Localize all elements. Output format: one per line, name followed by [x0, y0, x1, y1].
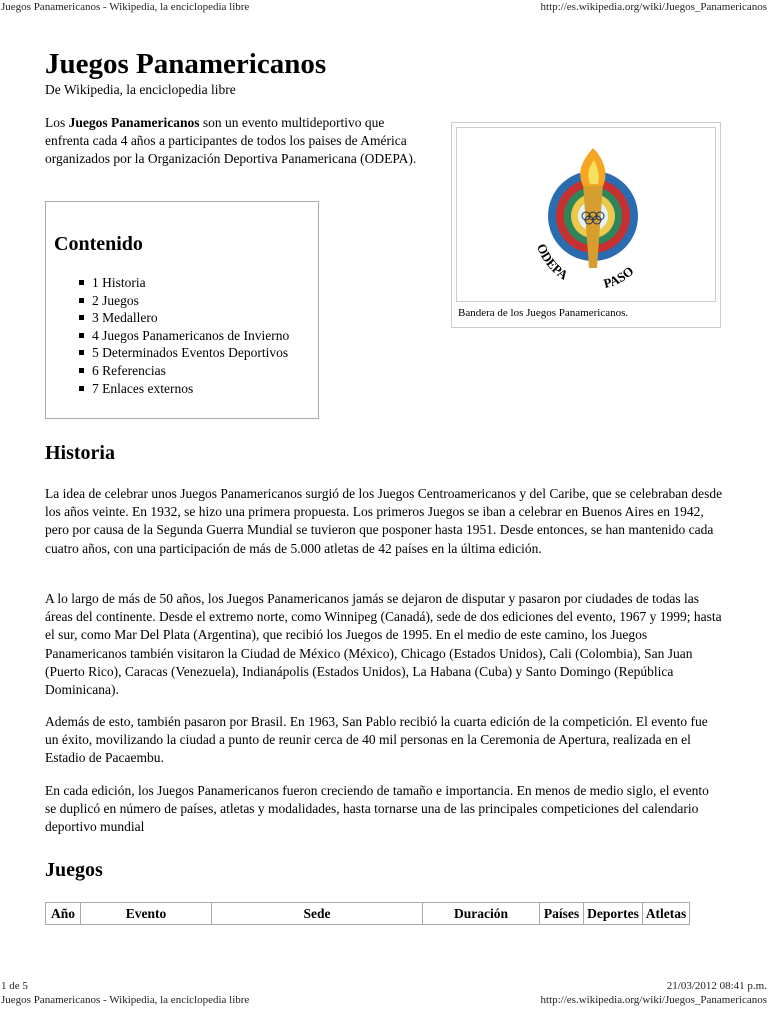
section-title-historia: Historia — [45, 442, 115, 464]
print-footer-title: Juegos Panamericanos - Wikipedia, la enciclopedia libre — [1, 994, 250, 1006]
bullet-icon — [79, 386, 84, 391]
print-header-url: http://es.wikipedia.org/wiki/Juegos_Panamericanos — [540, 1, 767, 13]
col-header-paises: Países — [540, 903, 584, 925]
bullet-icon — [79, 350, 84, 355]
toc-item-label: 6 Referencias — [92, 362, 166, 378]
toc-item-referencias[interactable] — [79, 362, 289, 380]
toc-item-label: 5 Determinados Eventos Deportivos — [92, 345, 289, 361]
print-footer-datetime: 21/03/2012 08:41 p.m. — [666, 980, 767, 992]
col-header-ano: Año — [46, 903, 81, 925]
bullet-icon — [79, 333, 84, 338]
col-header-deportes: Deportes — [584, 903, 643, 925]
col-header-sede: Sede — [212, 903, 423, 925]
toc-item-enlaces[interactable] — [79, 380, 289, 398]
historia-paragraph-2: A lo largo de más de 50 años, los Juegos Panamericanos jamás se dejaron de disputar y pasaron por ciudades de todas las áreas del continente. Desde el extremo norte, como Winnipeg (Canadá), sede de dos ediciones del evento, 1967 y 1999; hasta el sur, como Mar Del Plata (Argentina), que recibió los Juegos de 1995. En el medio de este camino, los Juegos Panamericanos también visitaron la Ciudad de México (México), Chicago (Estados Unidos), Cali (Colombia), San Juan (Puerto Rico), Caracas (Venezuela), Indianápolis (Estados Unidos), La Habana (Cuba) y Santo Domingo (República Dominicana). — [45, 591, 722, 698]
toc-item-eventos[interactable] — [79, 344, 289, 362]
toc-item-historia[interactable] — [79, 274, 289, 292]
toc-item-label: 4 Juegos Panamericanos de Invierno — [92, 327, 290, 343]
infobox — [451, 122, 721, 328]
logo-text-left: ODEPA — [534, 241, 571, 283]
intro-pre: Los — [45, 115, 69, 130]
toc-item-label: 7 Enlaces externos — [92, 380, 194, 396]
page-subtitle: De Wikipedia, la enciclopedia libre — [45, 82, 236, 97]
bullet-icon — [79, 315, 84, 320]
juegos-table — [45, 902, 690, 925]
toc-item-juegos[interactable] — [79, 292, 289, 310]
logo-text-right: PASO — [601, 263, 637, 292]
historia-paragraph-1: La idea de celebrar unos Juegos Panamericanos surgió de los Juegos Centroamericanos y del Caribe, que se celebraban desde los años veinte. En 1932, se hizo una primera propuesta. Los primeros Juegos se iban a celebrar en Buenos Aires en 1942, pero por causa de la Segunda Guerra Mundial se tuvieron que posponer hasta 1951. Desde entonces, se han mantenido cada cuatro años, con una participación de más de 5.000 atletas de 42 países en la última edición. — [45, 486, 723, 556]
odepa-logo-image — [457, 128, 715, 301]
bullet-icon — [79, 280, 84, 285]
print-footer-page: 1 de 5 — [1, 980, 28, 992]
col-header-atletas: Atletas — [643, 903, 690, 925]
page-title: Juegos Panamericanos — [45, 48, 327, 80]
intro-post: son un evento multideportivo que enfrenta cada 4 años a participantes de todos los paises de América organizados por la Organización Deportiva Panamericana (ODEPA). — [45, 115, 417, 166]
bullet-icon — [79, 298, 84, 303]
print-footer-url: http://es.wikipedia.org/wiki/Juegos_Panamericanos — [540, 994, 767, 1006]
toc-list — [79, 274, 289, 397]
infobox-image[interactable] — [456, 127, 716, 302]
toc-item-label: 3 Medallero — [92, 310, 158, 326]
intro-bold: Juegos Panamericanos — [68, 115, 200, 130]
table-of-contents — [45, 201, 319, 419]
toc-title: Contenido — [54, 233, 143, 255]
col-header-evento: Evento — [81, 903, 212, 925]
table-header-row — [46, 903, 690, 925]
toc-item-medallero[interactable] — [79, 309, 289, 327]
toc-item-label: 2 Juegos — [92, 292, 139, 308]
historia-paragraph-3: Además de esto, también pasaron por Brasil. En 1963, San Pablo recibió la cuarta edición de la competición. El evento fue un éxito, movilizando la ciudad a punto de reunir cerca de 40 mil personas en la Ceremonia de Apertura, realizada en el Estadio de Pacaembu. — [45, 714, 708, 766]
intro-paragraph — [45, 114, 430, 168]
section-title-juegos: Juegos — [45, 859, 103, 881]
historia-paragraph-4: En cada edición, los Juegos Panamericanos fueron creciendo de tamaño e importancia. En menos de medio siglo, el evento se duplicó en número de países, atletas y modalidades, hasta tornarse una de las principales competiciones del calendario deportivo mundial — [45, 783, 709, 835]
toc-item-invierno[interactable] — [79, 327, 289, 345]
infobox-caption: Bandera de los Juegos Panamericanos. — [458, 307, 629, 319]
toc-item-label: 1 Historia — [92, 275, 146, 290]
bullet-icon — [79, 368, 84, 373]
print-header-title: Juegos Panamericanos - Wikipedia, la enciclopedia libre — [1, 1, 250, 13]
col-header-duracion: Duración — [423, 903, 540, 925]
